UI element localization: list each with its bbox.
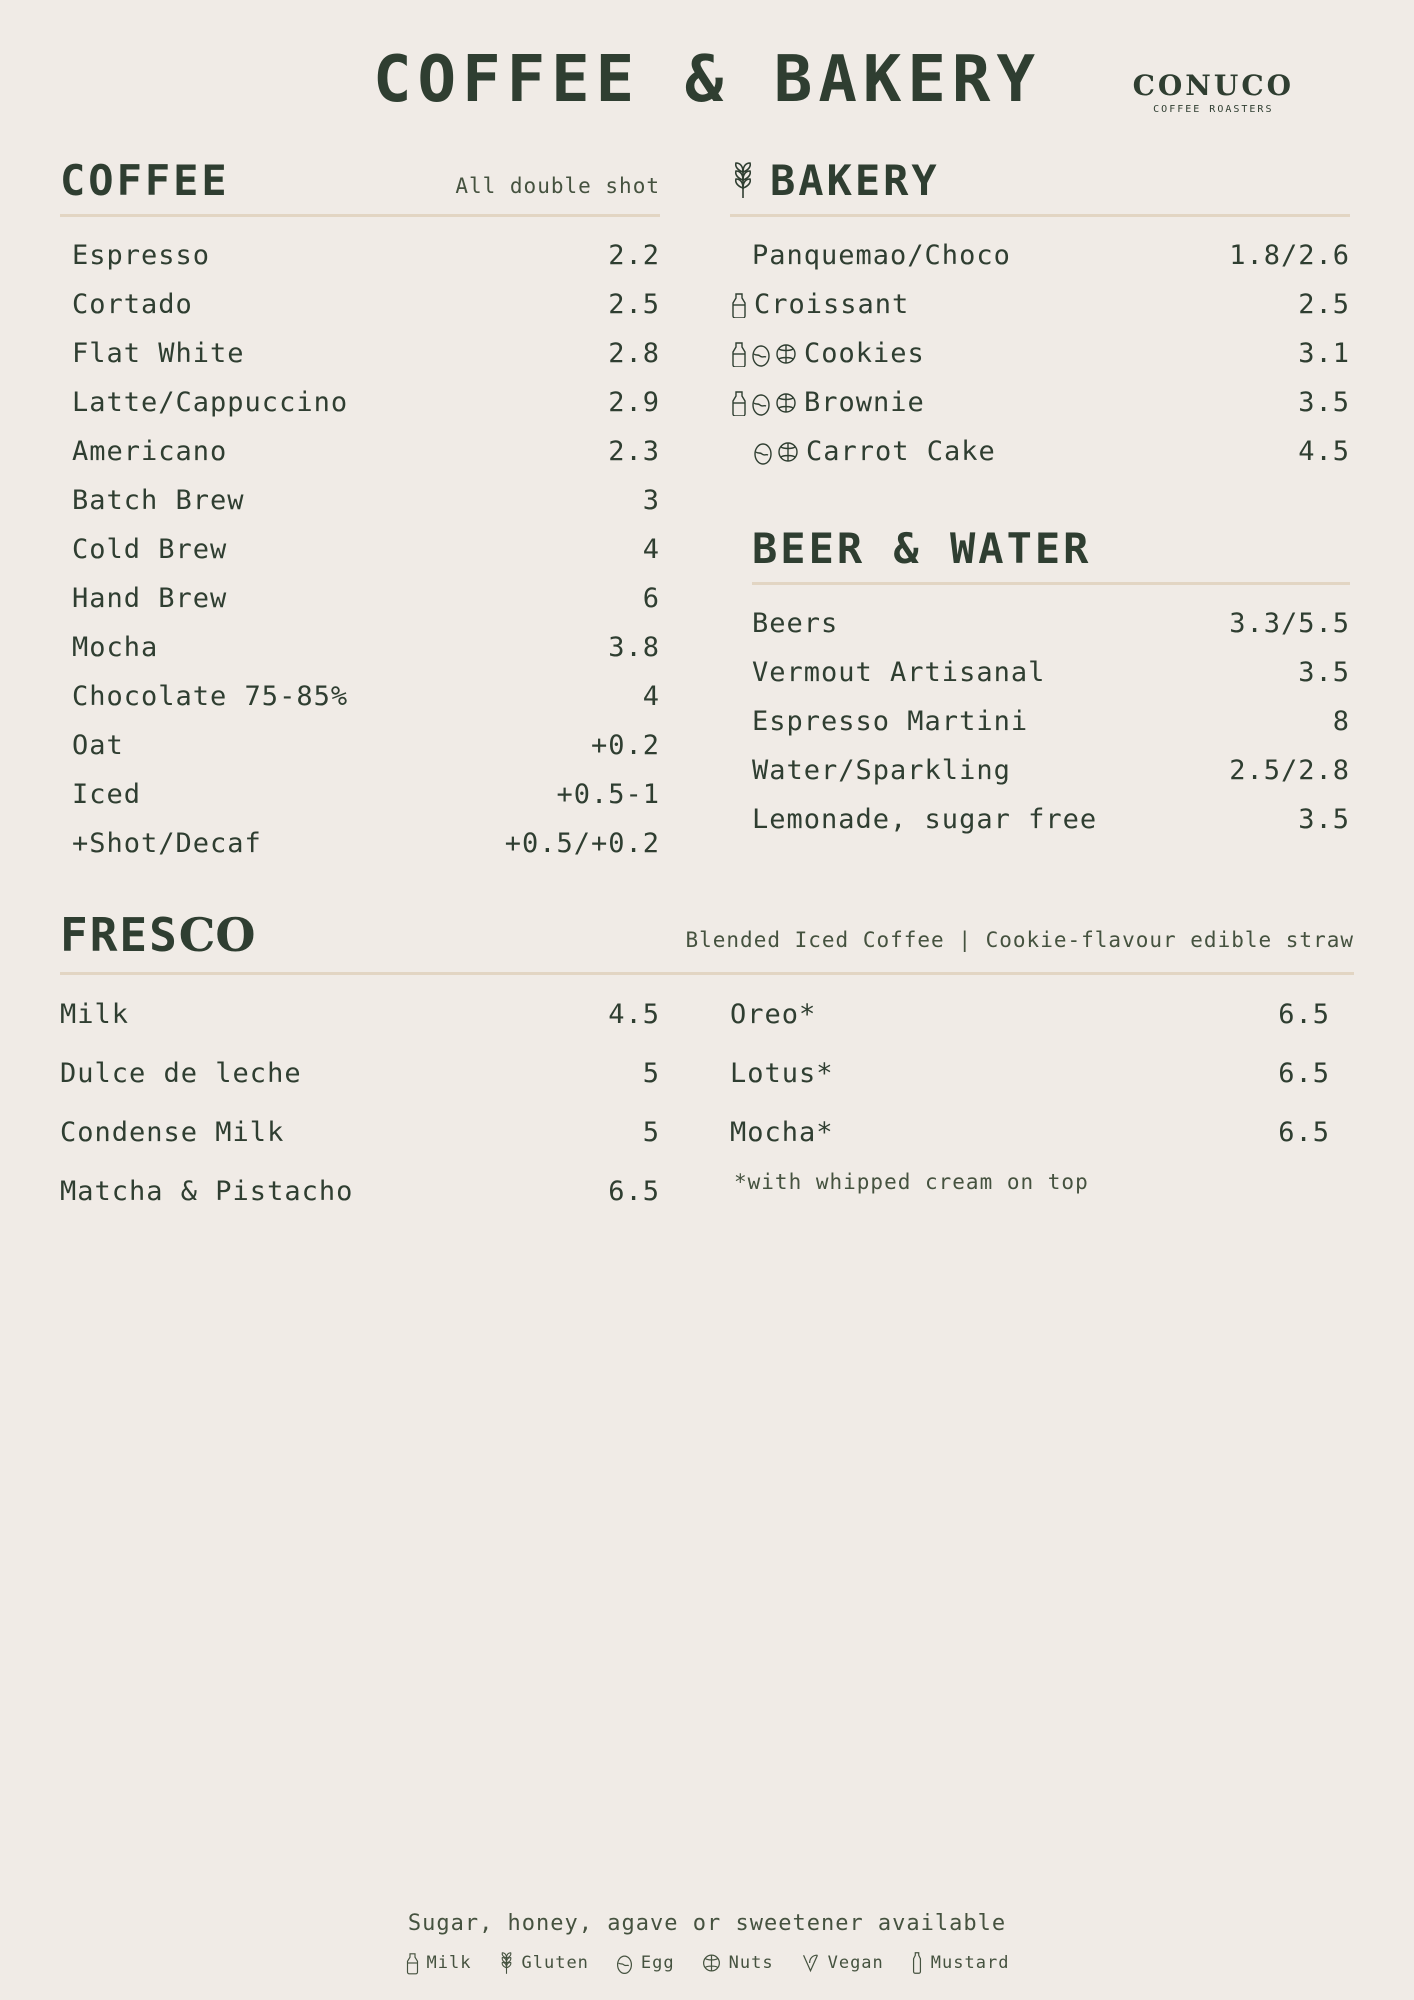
item-name: Latte/Cappuccino bbox=[72, 387, 349, 418]
header bbox=[60, 0, 1354, 160]
legend-label: Mustard bbox=[930, 1953, 1010, 1973]
footer-note: Sugar, honey, agave or sweetener available bbox=[407, 1911, 1007, 1936]
coffee-note: All double shot bbox=[455, 174, 660, 198]
nuts-icon bbox=[776, 439, 800, 465]
list-item bbox=[60, 770, 660, 819]
item-price: 6 bbox=[642, 583, 660, 614]
fresco-right-list bbox=[730, 985, 1330, 1221]
allergen-icons bbox=[730, 390, 798, 416]
milk-icon bbox=[405, 1951, 420, 1975]
list-item bbox=[60, 525, 660, 574]
list-item bbox=[730, 329, 1350, 378]
item-price: 4 bbox=[642, 681, 660, 712]
item-name: Cold Brew bbox=[72, 534, 228, 565]
item-price: 3.5 bbox=[1298, 387, 1350, 418]
item-price: 8 bbox=[1332, 706, 1350, 737]
fresco-columns bbox=[60, 985, 1354, 1221]
fresco-right-items bbox=[730, 985, 1330, 1162]
divider bbox=[60, 972, 1354, 975]
list-item bbox=[60, 231, 660, 280]
mustard-icon bbox=[910, 1951, 924, 1975]
coffee-section bbox=[60, 156, 660, 868]
list-item bbox=[60, 819, 660, 868]
item-name: Cortado bbox=[72, 289, 193, 320]
item-name: Panquemao/Choco bbox=[752, 240, 1011, 271]
milk-icon bbox=[730, 341, 748, 367]
legend-item-egg bbox=[615, 1951, 675, 1975]
item-name: Vermout Artisanal bbox=[752, 657, 1046, 688]
milk-icon bbox=[730, 292, 748, 318]
list-item bbox=[730, 795, 1350, 844]
fresco-section bbox=[60, 908, 1354, 1221]
fresco-left-list bbox=[60, 985, 660, 1221]
brand-subtitle: COFFEE ROASTERS bbox=[1153, 104, 1274, 115]
item-price: 5 bbox=[642, 1117, 660, 1148]
footer bbox=[0, 1911, 1414, 1976]
item-price: 6.5 bbox=[1278, 1058, 1330, 1089]
list-item bbox=[60, 721, 660, 770]
right-column bbox=[730, 156, 1350, 868]
list-item bbox=[60, 623, 660, 672]
list-item bbox=[730, 985, 1330, 1044]
item-name: Chocolate 75-85% bbox=[72, 681, 349, 712]
legend-item-nuts bbox=[701, 1951, 774, 1975]
list-item bbox=[730, 746, 1350, 795]
item-price: +0.5/+0.2 bbox=[504, 828, 660, 859]
item-name: Croissant bbox=[754, 289, 910, 320]
item-price: 2.5 bbox=[608, 289, 660, 320]
item-price: 3.1 bbox=[1298, 338, 1350, 369]
page-title: COFFEE & BAKERY bbox=[373, 43, 1041, 117]
wheat-icon bbox=[730, 160, 756, 200]
allergen-icons bbox=[730, 341, 798, 367]
legend-item-mustard bbox=[910, 1951, 1010, 1975]
legend-item-vegan bbox=[800, 1950, 884, 1976]
item-price: 2.3 bbox=[608, 436, 660, 467]
beer-water-section-header bbox=[730, 524, 1350, 573]
beer-water-section bbox=[730, 524, 1350, 844]
egg-icon bbox=[752, 439, 774, 465]
item-price: 3.8 bbox=[608, 632, 660, 663]
list-item bbox=[60, 672, 660, 721]
item-price: 1.8/2.6 bbox=[1229, 240, 1350, 271]
item-price: 5 bbox=[642, 1058, 660, 1089]
item-price: 2.8 bbox=[608, 338, 660, 369]
nuts-icon bbox=[774, 390, 798, 416]
beer-water-title: BEER & WATER bbox=[752, 524, 1092, 573]
item-name: Lemonade, sugar free bbox=[752, 804, 1098, 835]
item-name: Lotus* bbox=[730, 1058, 834, 1089]
item-name: Milk bbox=[60, 999, 130, 1030]
bakery-section-header bbox=[730, 156, 1350, 205]
brand-logo bbox=[1132, 69, 1294, 115]
list-item bbox=[60, 280, 660, 329]
item-name: Water/Sparkling bbox=[752, 755, 1011, 786]
nuts-icon bbox=[774, 341, 798, 367]
vegan-icon bbox=[800, 1950, 821, 1976]
item-price: 2.2 bbox=[608, 240, 660, 271]
list-item bbox=[60, 476, 660, 525]
item-price: +0.5-1 bbox=[556, 779, 660, 810]
list-item bbox=[730, 427, 1350, 476]
item-price: 6.5 bbox=[608, 1176, 660, 1207]
legend-label: Nuts bbox=[728, 1953, 774, 1973]
fresco-note: Blended Iced Coffee | Cookie-flavour edible straw bbox=[685, 928, 1354, 952]
list-item bbox=[60, 1044, 660, 1103]
item-price: 2.9 bbox=[608, 387, 660, 418]
item-name: Flat White bbox=[72, 338, 245, 369]
item-name: Iced bbox=[72, 779, 142, 810]
spacer bbox=[730, 476, 1350, 528]
item-price: 2.5/2.8 bbox=[1229, 755, 1350, 786]
item-name: Dulce de leche bbox=[60, 1058, 302, 1089]
legend-label: Milk bbox=[426, 1953, 472, 1973]
beer-water-item-list bbox=[730, 599, 1350, 844]
allergen-icons bbox=[752, 439, 800, 465]
item-name: Beers bbox=[752, 608, 839, 639]
list-item bbox=[60, 427, 660, 476]
legend-item-gluten bbox=[498, 1951, 589, 1975]
item-price: 3 bbox=[642, 485, 660, 516]
item-price: 3.3/5.5 bbox=[1229, 608, 1350, 639]
item-price: 3.5 bbox=[1298, 657, 1350, 688]
legend-label: Egg bbox=[640, 1953, 675, 1973]
item-price: 4.5 bbox=[1298, 436, 1350, 467]
coffee-item-list bbox=[60, 231, 660, 868]
item-name: +Shot/Decaf bbox=[72, 828, 262, 859]
fresco-title-part2: CO bbox=[178, 908, 256, 962]
item-price: 6.5 bbox=[1278, 1117, 1330, 1148]
item-name: Espresso Martini bbox=[752, 706, 1029, 737]
list-item bbox=[730, 1044, 1330, 1103]
list-item bbox=[60, 329, 660, 378]
list-item bbox=[730, 697, 1350, 746]
item-name: Oreo* bbox=[730, 999, 817, 1030]
legend-item-milk bbox=[405, 1951, 472, 1975]
list-item bbox=[730, 280, 1350, 329]
milk-icon bbox=[730, 390, 748, 416]
list-item bbox=[730, 648, 1350, 697]
item-name: Condense Milk bbox=[60, 1117, 285, 1148]
item-name: Brownie bbox=[804, 387, 925, 418]
item-name: Oat bbox=[72, 730, 124, 761]
list-item bbox=[730, 378, 1350, 427]
item-name: Batch Brew bbox=[72, 485, 245, 516]
item-name: Matcha & Pistacho bbox=[60, 1176, 354, 1207]
allergen-legend bbox=[0, 1950, 1414, 1976]
divider bbox=[730, 214, 1350, 217]
item-name: Espresso bbox=[72, 240, 211, 271]
list-item bbox=[60, 1103, 660, 1162]
brand-name: CONUCO bbox=[1132, 69, 1294, 102]
item-price: 3.5 bbox=[1298, 804, 1350, 835]
item-price: 6.5 bbox=[1278, 999, 1330, 1030]
bakery-section bbox=[730, 156, 1350, 476]
list-item bbox=[60, 378, 660, 427]
item-name: Mocha* bbox=[730, 1117, 834, 1148]
item-price: +0.2 bbox=[590, 730, 660, 761]
menu-columns bbox=[60, 156, 1354, 868]
item-name: Americano bbox=[72, 436, 228, 467]
coffee-section-header bbox=[60, 156, 660, 205]
list-item bbox=[730, 1103, 1330, 1162]
bakery-title: BAKERY bbox=[770, 156, 940, 205]
item-price: 4.5 bbox=[608, 999, 660, 1030]
list-item bbox=[730, 231, 1350, 280]
item-price: 4 bbox=[642, 534, 660, 565]
fresco-section-header bbox=[60, 908, 1354, 962]
fresco-title bbox=[60, 908, 256, 962]
list-item bbox=[60, 1162, 660, 1221]
egg-icon bbox=[615, 1951, 634, 1975]
egg-icon bbox=[750, 341, 772, 367]
list-item bbox=[60, 985, 660, 1044]
legend-label: Vegan bbox=[827, 1953, 884, 1973]
coffee-title: COFFEE bbox=[60, 156, 230, 205]
fresco-left-items bbox=[60, 985, 660, 1221]
divider bbox=[752, 582, 1350, 585]
bakery-item-list bbox=[730, 231, 1350, 476]
allergen-icons bbox=[730, 292, 748, 318]
legend-label: Gluten bbox=[521, 1953, 589, 1973]
item-name: Hand Brew bbox=[72, 583, 228, 614]
divider bbox=[60, 214, 660, 217]
fresco-footnote: *with whipped cream on top bbox=[734, 1170, 1089, 1194]
item-name: Carrot Cake bbox=[806, 436, 996, 467]
list-item bbox=[730, 599, 1350, 648]
list-item bbox=[60, 574, 660, 623]
item-name: Mocha bbox=[72, 632, 159, 663]
egg-icon bbox=[750, 390, 772, 416]
nuts-icon bbox=[701, 1951, 722, 1975]
item-price: 2.5 bbox=[1298, 289, 1350, 320]
wheat-icon bbox=[498, 1951, 515, 1975]
item-name: Cookies bbox=[804, 338, 925, 369]
fresco-title-part1: FRES bbox=[60, 908, 179, 962]
